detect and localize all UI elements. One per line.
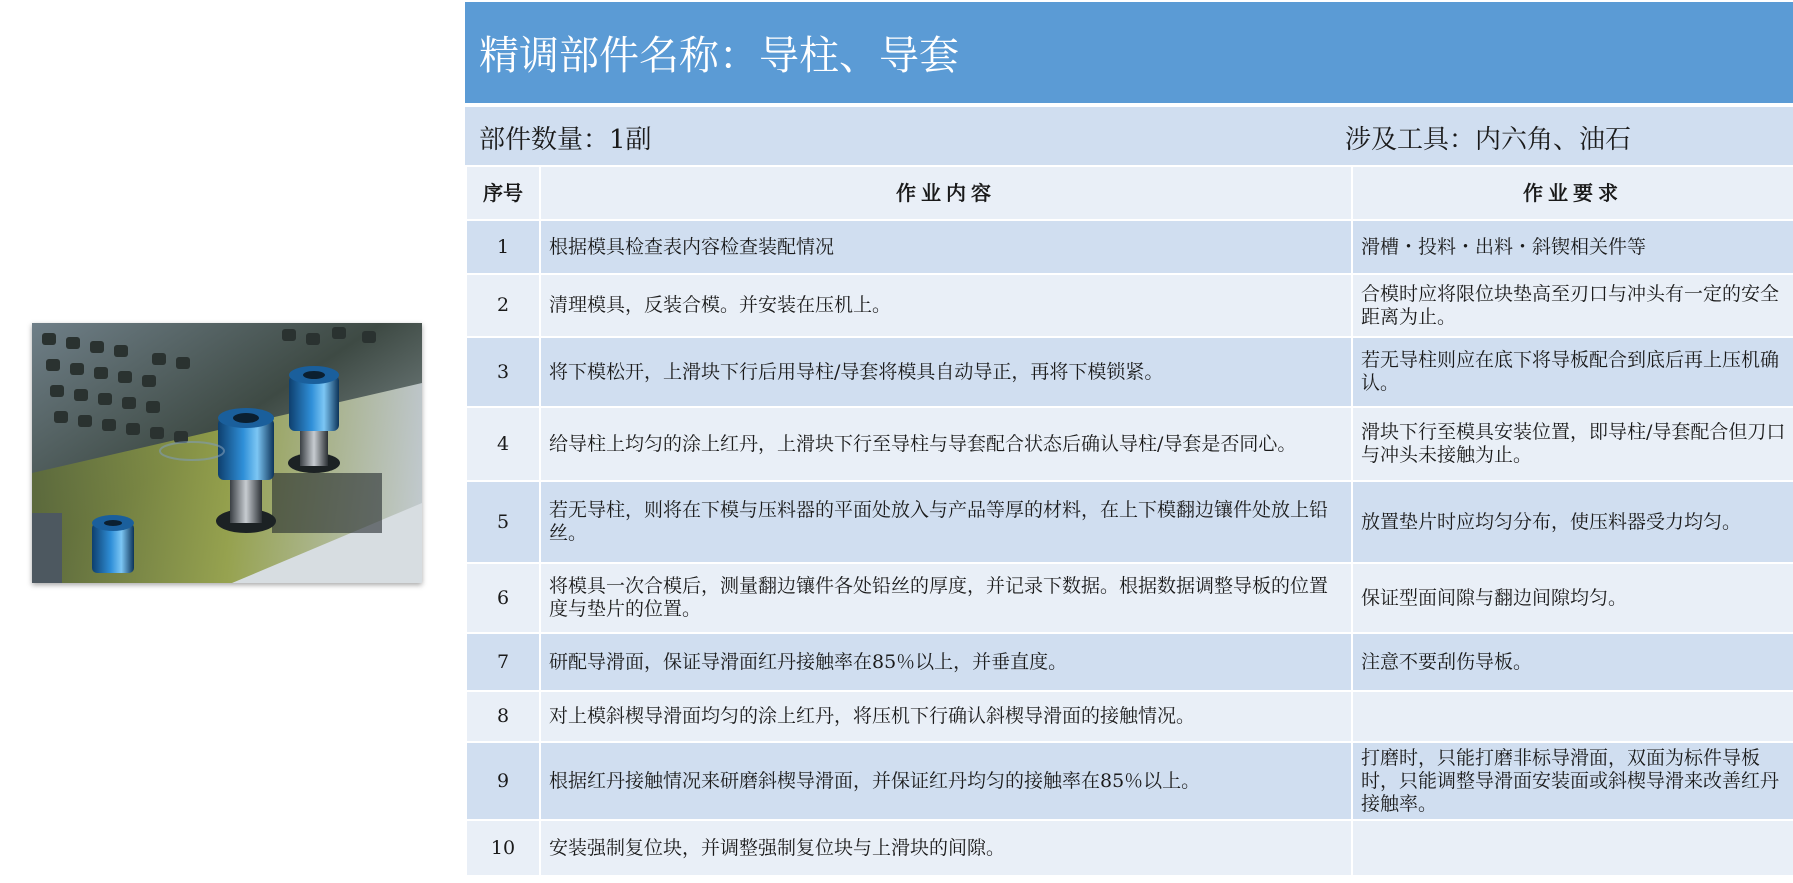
table-row <box>466 481 1793 563</box>
row-requirement: 保证型面间隙与翻边间隙均匀。 <box>1352 563 1793 633</box>
row-content: 将模具一次合模后，测量翻边镶件各处铅丝的厚度，并记录下数据。根据数据调整导板的位置度与垫片的位置。 <box>540 563 1352 633</box>
column-header-requirement: 作业要求 <box>1352 166 1793 220</box>
row-requirement: 打磨时，只能打磨非标导滑面，双面为标件导板时，只能调整导滑面安装面或斜楔导滑来改善红丹接触率。 <box>1352 742 1793 820</box>
table-row <box>466 220 1793 274</box>
row-content: 根据红丹接触情况来研磨斜楔导滑面，并保证红丹均匀的接触率在85％以上。 <box>540 742 1352 820</box>
row-number: 8 <box>466 691 540 742</box>
row-number: 1 <box>466 220 540 274</box>
row-number: 9 <box>466 742 540 820</box>
row-requirement: 注意不要刮伤导板。 <box>1352 633 1793 691</box>
row-number: 7 <box>466 633 540 691</box>
row-requirement: 滑块下行至模具安装位置，即导柱/导套配合但刀口与冲头未接触为止。 <box>1352 407 1793 481</box>
table-row <box>466 742 1793 820</box>
row-number: 10 <box>466 820 540 876</box>
row-content: 若无导柱，则将在下模与压料器的平面处放入与产品等厚的材料，在上下模翻边镶件处放上铅丝。 <box>540 481 1352 563</box>
column-header-content: 作业内容 <box>540 166 1352 220</box>
row-content: 安装强制复位块，并调整强制复位块与上滑块的间隙。 <box>540 820 1352 876</box>
table-row <box>466 820 1793 876</box>
table-row <box>466 563 1793 633</box>
row-content: 清理模具，反装合模。并安装在压机上。 <box>540 274 1352 337</box>
tools-involved: 涉及工具：内六角、油石 <box>1345 125 1632 155</box>
row-number: 3 <box>466 337 540 407</box>
photo-graphic <box>32 323 422 583</box>
row-content: 研配导滑面，保证导滑面红丹接触率在85％以上，并垂直度。 <box>540 633 1352 691</box>
row-requirement: 若无导柱则应在底下将导板配合到底后再上压机确认。 <box>1352 337 1793 407</box>
work-table <box>465 165 1793 877</box>
column-header-no: 序号 <box>466 166 540 220</box>
guide-pillar-photo <box>32 323 422 583</box>
table-row <box>466 691 1793 742</box>
page-title: 精调部件名称：导柱、导套 <box>465 2 1793 103</box>
row-number: 4 <box>466 407 540 481</box>
info-bar <box>465 107 1793 165</box>
table-row <box>466 337 1793 407</box>
row-requirement: 滑槽・投料・出料・斜锲相关件等 <box>1352 220 1793 274</box>
row-content: 根据模具检查表内容检查装配情况 <box>540 220 1352 274</box>
row-content: 将下模松开，上滑块下行后用导柱/导套将模具自动导正，再将下模锁紧。 <box>540 337 1352 407</box>
row-number: 6 <box>466 563 540 633</box>
row-content: 给导柱上均匀的涂上红丹，上滑块下行至导柱与导套配合状态后确认导柱/导套是否同心。 <box>540 407 1352 481</box>
table-row <box>466 407 1793 481</box>
row-requirement <box>1352 820 1793 876</box>
table-row <box>466 274 1793 337</box>
row-requirement: 合模时应将限位块垫高至刃口与冲头有一定的安全距离为止。 <box>1352 274 1793 337</box>
table-row <box>466 633 1793 691</box>
work-instruction-panel <box>465 2 1793 877</box>
row-content: 对上模斜楔导滑面均匀的涂上红丹，将压机下行确认斜楔导滑面的接触情况。 <box>540 691 1352 742</box>
row-requirement: 放置垫片时应均匀分布，使压料器受力均匀。 <box>1352 481 1793 563</box>
row-requirement <box>1352 691 1793 742</box>
table-header-row <box>466 166 1793 220</box>
row-number: 5 <box>466 481 540 563</box>
part-quantity: 部件数量：1副 <box>479 125 652 155</box>
row-number: 2 <box>466 274 540 337</box>
